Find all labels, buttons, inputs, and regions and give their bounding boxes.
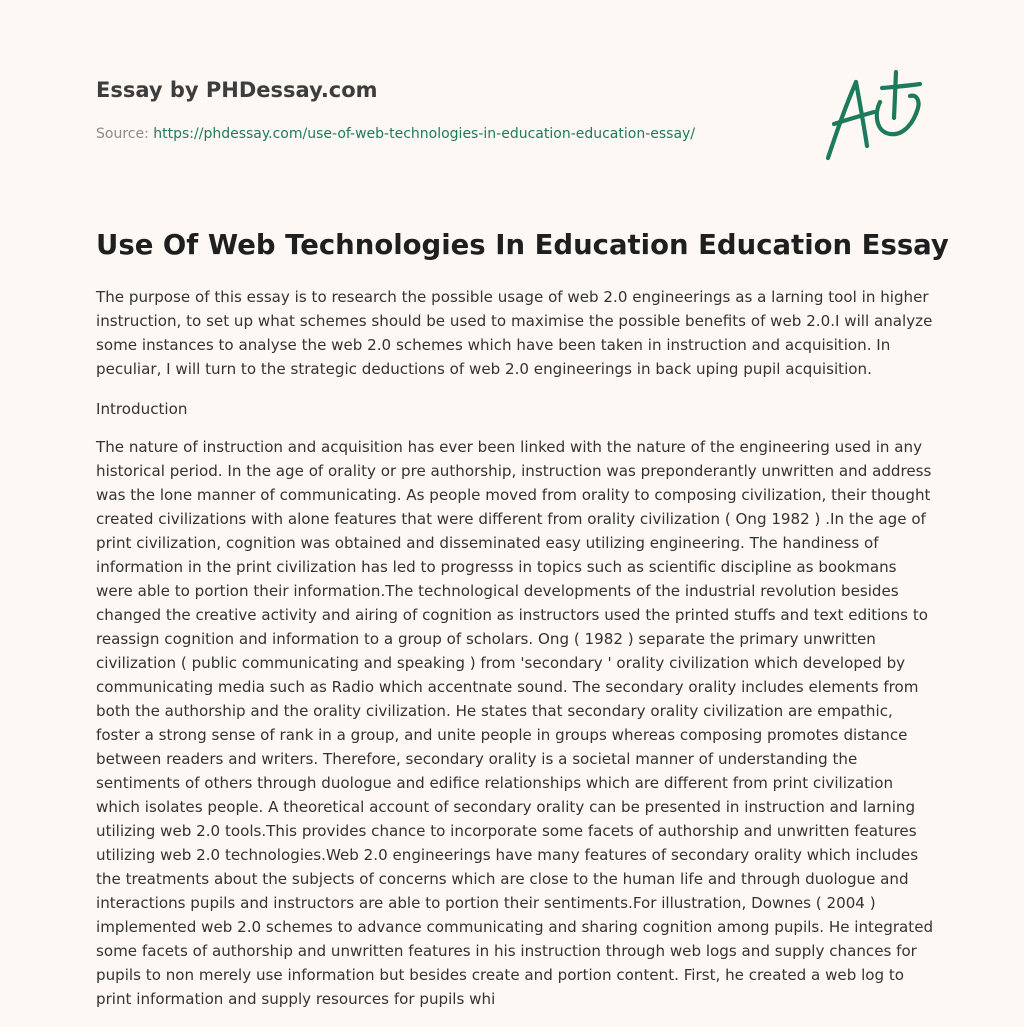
- section-heading: Introduction: [96, 400, 188, 418]
- body-paragraph: The nature of instruction and acquisition has ever been linked with the nature of the engineering used in any historical period. In the age of orality or pre authorship, instruction was preponderantly unwritten and address was the lone manner of communicating. As people moved from orality to composing civilization, their thought created civilizations with alone features that were different from orality civilization ( Ong 1982 ) .In the age of print civilization, cognition was obtained and disseminated easy utilizing engineering. The handiness of information in the print civilization has led to progresss in topics such as scientific discipline as bookmans were able to portion their information.The technological developments of the industrial revolution besides changed the creative activity and airing of cognition as instructors used the printed stuffs and text editions to reassign cognition and information to a group of scholars. Ong ( 1982 ) separate the primary unwritten civilization ( public communicating and speaking ) from 'secondary ' orality civilization which developed by communicating media such as Radio which accentnate sound. The secondary orality includes elements from both the authorship and the orality civilization. He states that secondary orality civilization are empathic, foster a strong sense of rank in a group, and unite people in groups whereas composing promotes distance between readers and writers. Therefore, secondary orality is a societal manner of understanding the sentiments of others through duologue and edifice relationships which are different from print civilization which isolates people. A theoretical account of secondary orality can be presented in instruction and larning utilizing web 2.0 tools.This provides chance to incorporate some facets of authorship and unwritten features utilizing web 2.0 technologies.Web 2.0 engineerings have many features of secondary orality which includes the treatments about the subjects of concerns which are close to the human life and through duologue and interactions pupils and instructors are able to portion their sentiments.For illustration, Downes ( 2004 ) implemented web 2.0 schemes to advance communicating and sharing cognition among pupils. He integrated some facets of authorship and unwritten features in his instruction through web logs and supply chances for pupils to non merely use information but besides create and portion content. First, he created a web log to print information and supply resources for pupils whi: [96, 438, 934, 1008]
- site-title: Essay by PHDessay.com: [96, 78, 378, 102]
- source-link[interactable]: https://phdessay.com/use-of-web-technologies-in-education-education-essay/: [153, 126, 696, 142]
- essay-title: Use Of Web Technologies In Education Education Essay: [96, 229, 949, 261]
- abstract-paragraph: The purpose of this essay is to research the possible usage of web 2.0 engineerings as a larning tool in higher instruction, to set up what schemes should be used to maximise the possible benefits of web 2.0.I will analyze some instances to analyse the web 2.0 schemes which have been taken in instruction and acquisition. In peculiar, I will turn to the strategic deductions of web 2.0 engineerings in back uping pupil acquisition.: [96, 288, 933, 378]
- a-plus-logo: [820, 68, 930, 164]
- source-line: [96, 124, 796, 144]
- document-header: [96, 76, 796, 144]
- source-label: Source:: [96, 126, 149, 142]
- essay-content: [96, 285, 936, 1027]
